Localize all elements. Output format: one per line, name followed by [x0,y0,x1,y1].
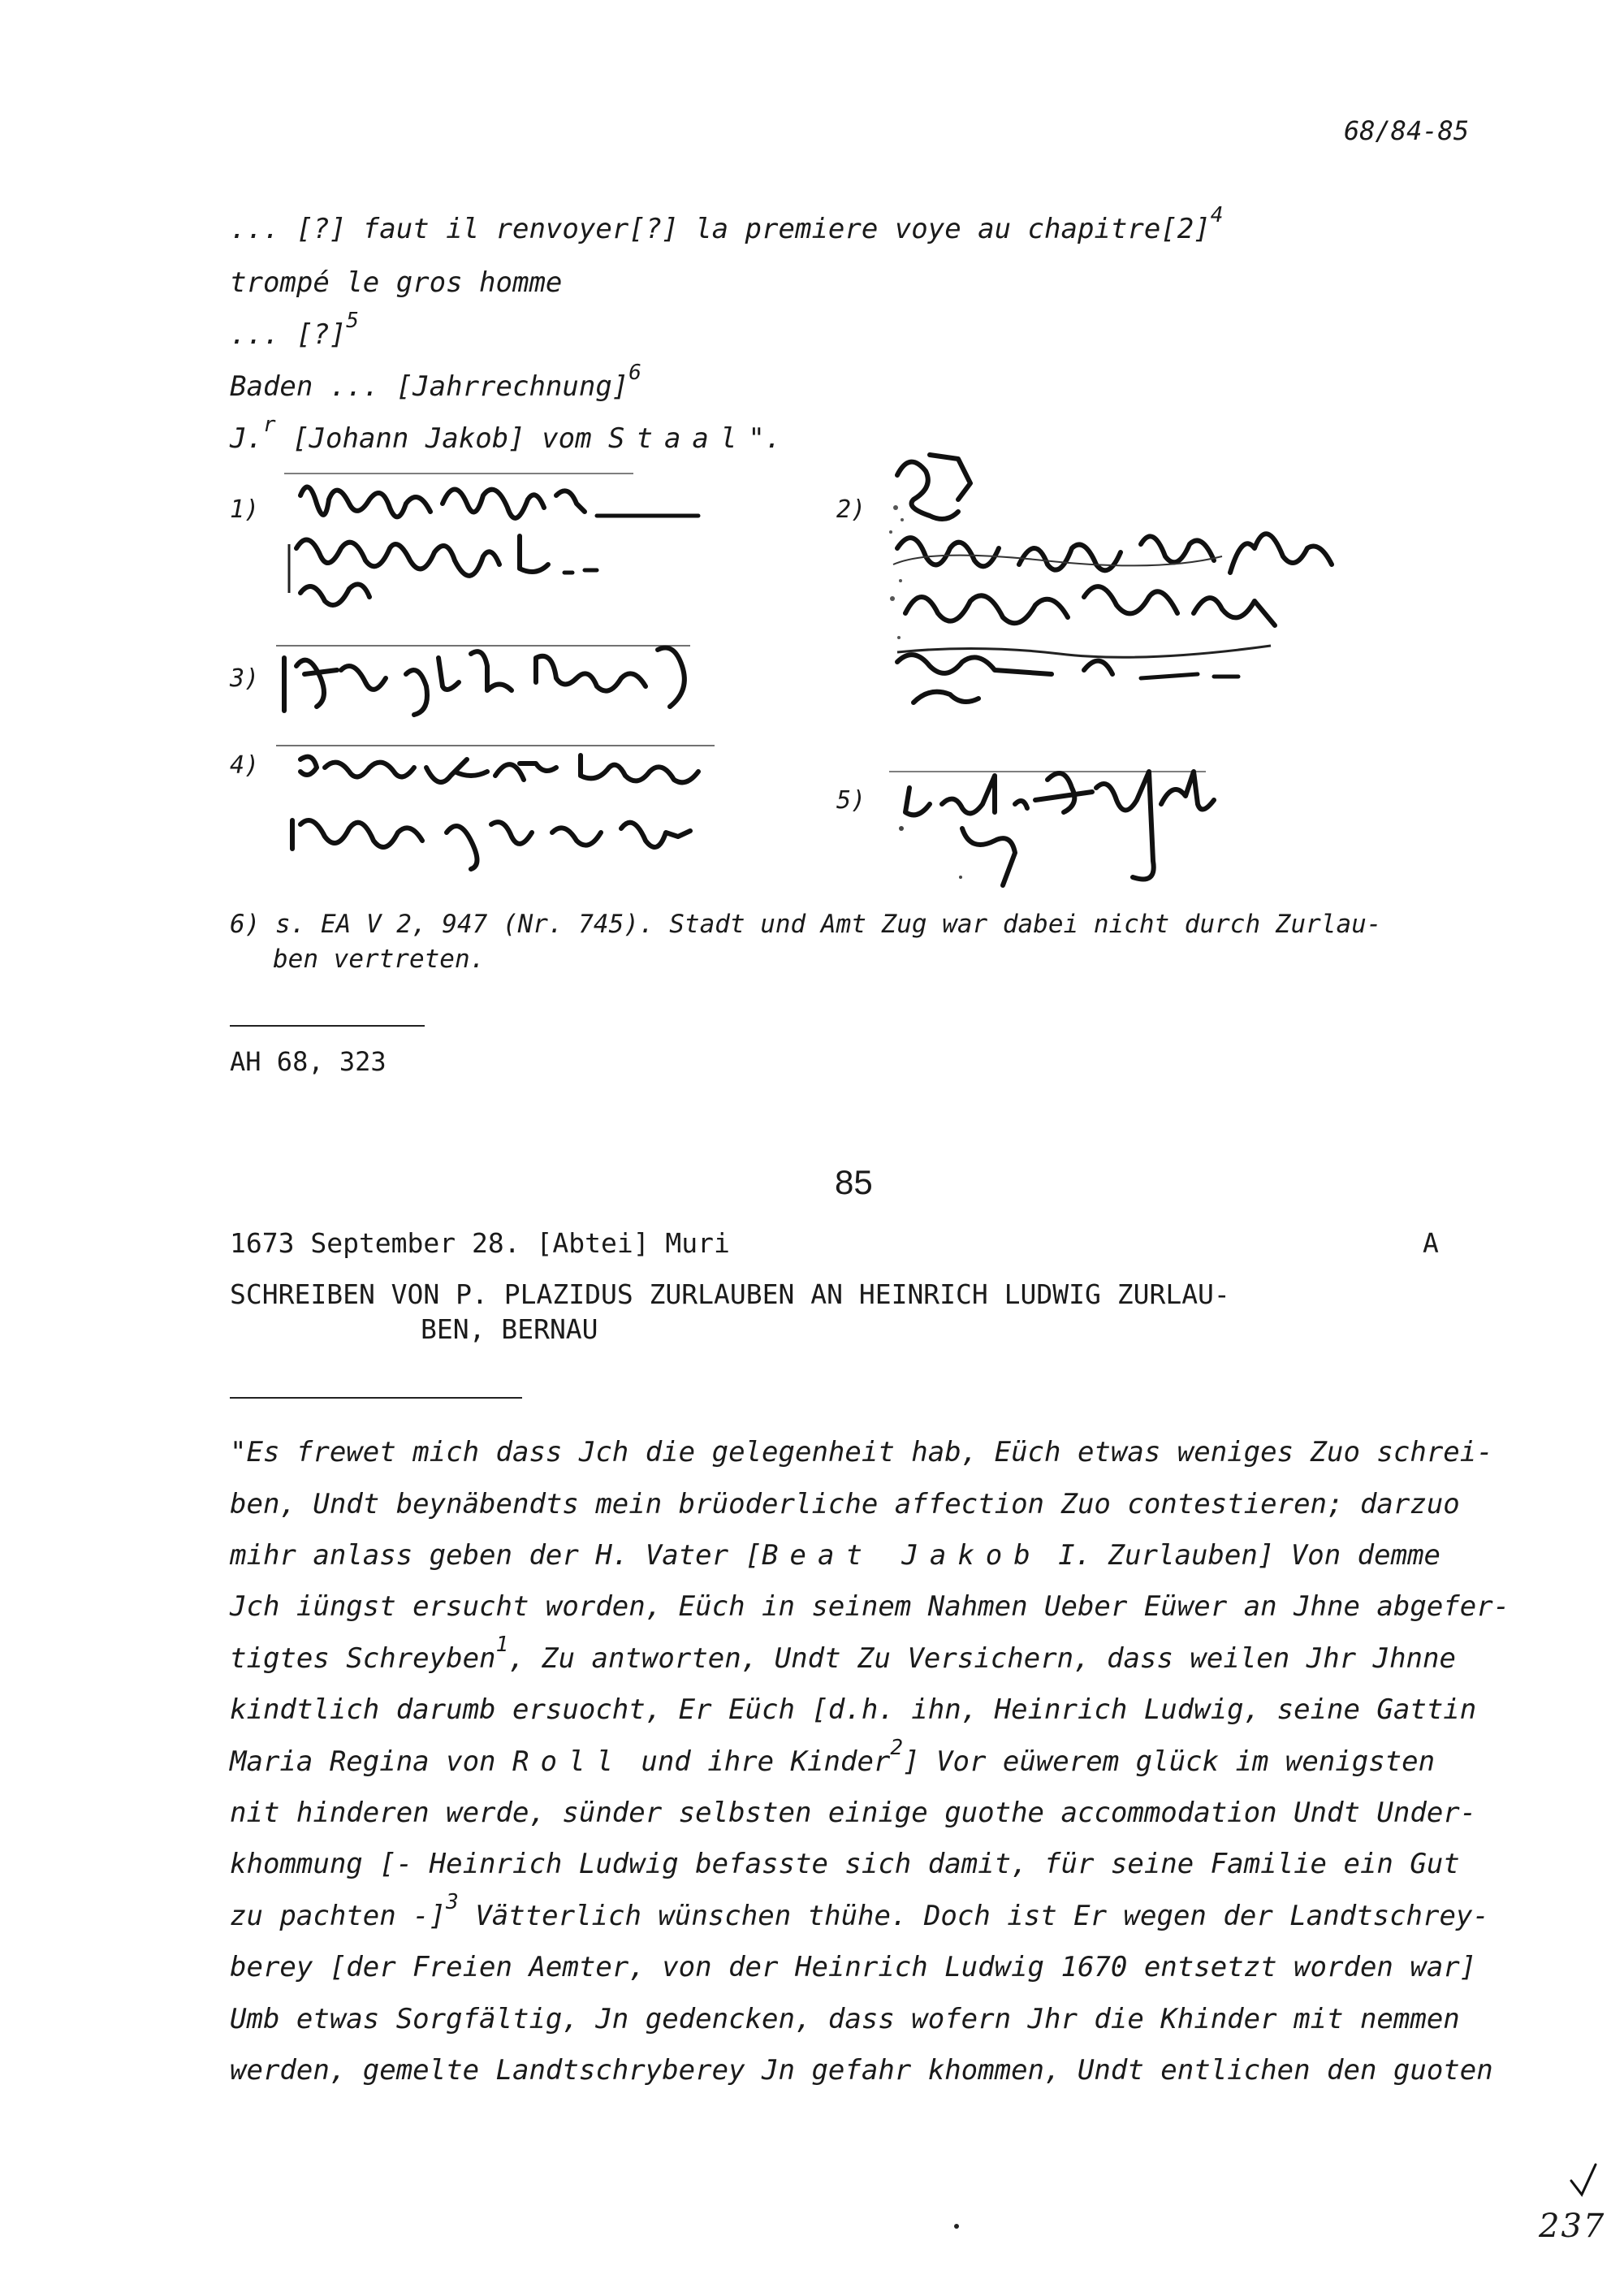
title-separator-rule [230,1397,522,1399]
facsimile-label-2: 2) [836,495,866,524]
check-mark-icon [1567,2160,1600,2201]
signature-name: [Johann Jakob] vom [275,422,609,455]
handwriting-facsimile-4 [276,743,731,873]
footnote-ref-1: 1 [495,1633,509,1657]
footnote-ref-2: 2 [890,1736,904,1760]
body-line-11: berey [der Freien Aemter, von der Heinrich Ludwig 1670 entsetzt worden war] [230,1951,1477,1983]
body-line-4: Jch iüngst ersucht worden, Eüch in seinem Nahmen Ueber Eüwer an Jhne abgefer- [230,1590,1510,1623]
body-line-7-c: und ihre Kinder [624,1745,891,1778]
document-date-place: 1673 September 28. [Abtei] Muri [230,1227,730,1259]
quote-line-5 [230,413,782,455]
quote-line-1-text: ... [?] faut il renvoyer[?] la premiere voye au chapitre[2] [230,213,1211,245]
quote-line-4-text: Baden ... [Jahrrechnung] [230,370,629,403]
body-line-13: werden, gemelte Landtschryberey Jn gefahr khommen, Undt entlichen den guoten [230,2054,1493,2087]
quote-line-4 [230,361,641,403]
document-type-code: A [1423,1227,1439,1259]
document-number: 85 [835,1163,873,1201]
source-reference: AH 68, 323 [230,1046,387,1077]
signature-surname: Staal [608,422,749,455]
archive-folio-mark: 237 [1539,2208,1606,2245]
footnote-6-line-2: ben vertreten. [273,945,486,974]
facsimile-label-5: 5) [836,786,866,815]
facsimile-label-1: 1) [230,495,260,524]
spaced-name-roll: Roll [512,1745,624,1778]
document-title-line-1: SCHREIBEN VON P. PLAZIDUS ZURLAUBEN AN HEINRICH LUDWIG ZURLAU- [230,1278,1230,1310]
body-line-2: ben, Undt beynäbendts mein brüoderliche affection Zuo contestieren; darzuo [230,1488,1460,1520]
footnote-ref-6: 6 [628,361,641,385]
body-line-10-a: zu pachten -] [230,1900,447,1932]
signature-end: ". [748,422,782,455]
body-line-12: Umb etwas Sorgfältig, Jn gedencken, dass wofern Jhr die Khinder mit nemmen [230,2003,1460,2035]
handwriting-facsimile-3 [276,642,698,719]
body-line-5 [230,1633,1456,1675]
signature-initial: J. [230,422,263,455]
body-line-6: kindtlich darumb ersuocht, Er Eüch [d.h. ihn, Heinrich Ludwig, seine Gattin [230,1693,1477,1726]
signature-sup: r [262,413,276,437]
body-line-8: nit hinderen werde, sünder selbsten einige guothe accommodation Undt Under- [230,1797,1477,1829]
body-line-3 [230,1539,1440,1572]
body-line-3-c: I. Zurlauben] Von demme [1041,1539,1441,1572]
body-line-9: khommung [- Heinrich Ludwig befasste sich damit, für seine Familie ein Gut [230,1848,1460,1880]
handwriting-facsimile-5 [881,755,1222,889]
quote-line-3-text: ... [?] [230,318,347,351]
body-line-7-a: Maria Regina von [230,1745,512,1778]
quote-line-2: trompé le gros homme [230,266,563,299]
footnote-6-line-1: 6) s. EA V 2, 947 (Nr. 745). Stadt und Amt Zug war dabei nicht durch Zurlau- [230,910,1382,939]
quote-line-1 [230,203,1224,245]
body-line-7 [230,1736,1436,1778]
facsimile-label-3: 3) [230,664,260,693]
document-title-line-2: BEN, BERNAU [421,1313,598,1345]
body-line-5-b: , Zu antworten, Undt Zu Versichern, dass weilen Jhr Jhnne [508,1642,1456,1675]
body-line-5-a: tigtes Schreyben [230,1642,496,1675]
body-line-7-d: ] Vor eüwerem glück im wenigsten [903,1745,1436,1778]
body-line-3-a: mihr anlass geben der H. Vater [ [230,1539,762,1572]
body-line-10-b: Vätterlich wünschen thühe. Doch ist Er wegen der Landtschrey- [458,1900,1489,1932]
footnote-ref-4: 4 [1210,203,1224,227]
facsimile-label-4: 4) [230,751,260,780]
handwriting-facsimile-1 [276,471,698,617]
spaced-name-beat-jakob: Beat Jakob [762,1539,1042,1572]
body-line-1: "Es frewet mich dass Jch die gelegenheit hab, Eüch etwas weniges Zuo schrei- [230,1436,1493,1468]
body-line-10 [230,1890,1489,1932]
page-reference: 68/84-85 [1344,115,1470,146]
quote-line-3 [230,309,359,351]
handwriting-facsimile-2 [881,451,1368,711]
footnote-ref-3: 3 [446,1890,459,1914]
footnote-ref-5: 5 [346,309,359,333]
scan-dot [954,2224,959,2229]
source-separator-rule [230,1025,425,1027]
